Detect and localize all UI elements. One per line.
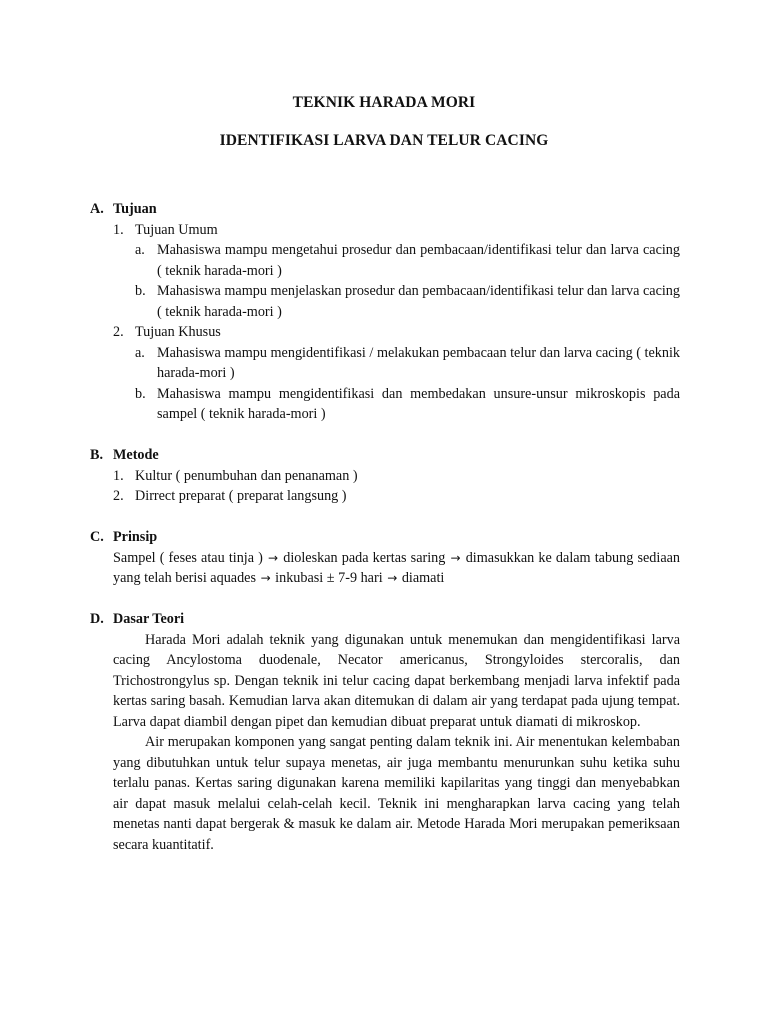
list-item: [113, 486, 680, 507]
sub-list-item: [135, 240, 680, 281]
list-number: 2.: [113, 324, 124, 340]
section-heading: [90, 445, 680, 466]
document-title: TEKNIK HARADA MORI: [292, 94, 476, 111]
sub-list-item: [135, 281, 680, 322]
section-letter: C.: [90, 529, 104, 545]
theory-paragraph-2: Air merupakan komponen yang sangat penting dalam teknik ini. Air menentukan kelembaban yang dibutuhkan untuk telur supaya menetas, air juga membantu menurunkan suhu ketika suhu terlalu panas. Kertas saring digunakan karena memiliki kapilaritas yang tinggi dan menyebabkan air dapat masuk melalui celah-celah kecil. Teknik ini mengharapkan larva cacing yang telah menetas nanti dapat bergerak & masuk ke dalam air. Metode Harada Mori merupakan pemeriksaan secara kuantitatif.: [113, 734, 680, 853]
section-letter: D.: [90, 611, 104, 627]
list-item: [113, 220, 680, 241]
principle-flow: [113, 548, 680, 589]
sub-list-letter: a.: [135, 344, 145, 361]
section-metode: [90, 445, 680, 507]
arrow-right-icon: →: [450, 550, 461, 565]
list-item: [113, 322, 680, 343]
section-heading: [90, 527, 680, 548]
sub-list-text: Mahasiswa mampu mengidentifikasi dan membedakan unsure-unsur mikroskopis pada sampel ( teknik harada-mori ): [157, 385, 680, 422]
arrow-right-icon: →: [268, 550, 279, 565]
section-title: Tujuan: [113, 201, 157, 217]
section-tujuan: [90, 199, 680, 425]
section-letter: A.: [90, 201, 104, 217]
section-prinsip: [90, 527, 680, 589]
list-number: 1.: [113, 467, 124, 484]
list-text: Dirrect preparat ( preparat langsung ): [135, 488, 347, 504]
list-number: 2.: [113, 488, 124, 504]
theory-paragraph-1: Harada Mori adalah teknik yang digunakan untuk menemukan dan mengidentifikasi larva cacing Ancylostoma duodenale, Necator americanus, Strongyloides stercoralis, dan Trichostrongylus sp. Dengan teknik ini telur cacing dapat berkembang menjadi larva infektif pada kertas saring basah. Kemudian larva akan ditemukan di dalam air yang terdapat pada ujung tempat. Larva dapat diambil dengan pipet dan kemudian dibuat preparat untuk diamati di mikroskop.: [113, 631, 680, 730]
principle-step: dioleskan pada kertas saring: [283, 549, 446, 566]
section-title: Dasar Teori: [113, 611, 185, 627]
sub-list-item: [135, 384, 680, 425]
sub-list-text: Mahasiswa mampu mengetahui prosedur dan pembacaan/identifikasi telur dan larva cacing ( teknik harada-mori ): [157, 242, 680, 279]
section-title: Prinsip: [113, 529, 158, 545]
list-number: 1.: [113, 221, 124, 238]
principle-step: dimasukkan ke dalam tabung sediaan yang telah berisi aquades: [113, 549, 681, 586]
section-heading: [90, 609, 680, 630]
list-text: Tujuan Umum: [135, 221, 218, 238]
arrow-right-icon: →: [260, 571, 271, 585]
sub-list-letter: b.: [135, 385, 146, 402]
section-heading: [90, 199, 680, 220]
document-subtitle: IDENTIFIKASI LARVA DAN TELUR CACING: [219, 132, 549, 149]
section-dasar-teori: [90, 609, 680, 855]
principle-step: diamati: [401, 570, 445, 586]
list-item: [113, 466, 680, 487]
sub-list-letter: b.: [135, 283, 146, 299]
sub-list-text: Mahasiswa mampu mengidentifikasi / melakukan pembacaan telur dan larva cacing ( teknik harada-mori ): [157, 344, 680, 381]
arrow-right-icon: →: [387, 571, 398, 585]
principle-step: inkubasi ± 7-9 hari: [275, 570, 383, 586]
sub-list-letter: a.: [135, 242, 145, 258]
section-letter: B.: [90, 447, 104, 463]
sub-list-item: [135, 343, 680, 384]
sub-list-text: Mahasiswa mampu menjelaskan prosedur dan pembacaan/identifikasi telur dan larva cacing ( teknik harada-mori ): [157, 283, 680, 320]
list-text: Tujuan Khusus: [135, 324, 221, 340]
list-text: Kultur ( penumbuhan dan penanaman ): [135, 467, 358, 484]
principle-step: Sampel ( feses atau tinja ): [113, 549, 263, 566]
section-title: Metode: [113, 447, 159, 463]
